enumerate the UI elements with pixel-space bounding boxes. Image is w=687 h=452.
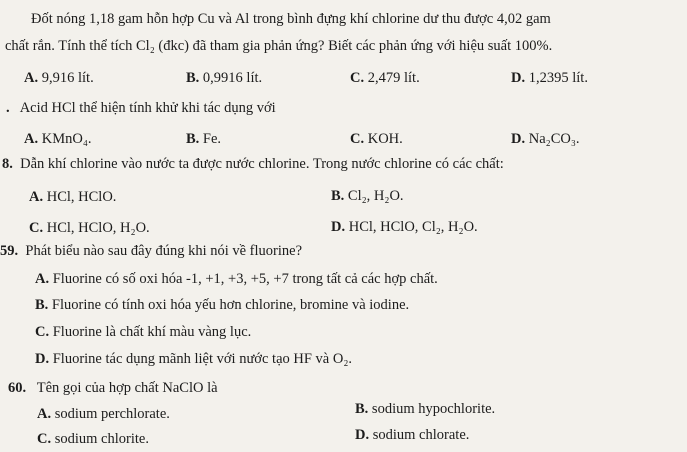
option-c bbox=[29, 219, 150, 237]
option-label: B. bbox=[35, 297, 49, 313]
option-label: B. bbox=[331, 188, 345, 204]
option-d bbox=[331, 218, 478, 236]
option-text: 1,2395 lít. bbox=[528, 70, 588, 86]
option-b bbox=[186, 69, 262, 87]
question-text: Acid HCl thể hiện tính khử khi tác dụng với bbox=[19, 100, 276, 116]
option-label: B. bbox=[186, 131, 200, 147]
option-label: A. bbox=[35, 271, 50, 287]
option-label: C. bbox=[350, 70, 365, 86]
option-b bbox=[355, 400, 495, 418]
option-d bbox=[511, 130, 580, 148]
question-water bbox=[2, 155, 504, 173]
question-intro-line2: chất rắn. Tính thể tích Cl₂ (đkc) đã tham gia phản ứng? Biết các phản ứng với hiệu suất 100%. bbox=[5, 38, 553, 54]
option-text: Fluorine tác dụng mãnh liệt với nước tạo HF và O₂. bbox=[52, 351, 353, 367]
option-c bbox=[350, 69, 420, 87]
option-a bbox=[24, 69, 94, 87]
option-c bbox=[37, 430, 149, 448]
option-text: Fe. bbox=[202, 131, 222, 147]
option-label: D. bbox=[35, 351, 50, 367]
option-label: D. bbox=[331, 219, 346, 235]
question-number: 8. bbox=[2, 156, 13, 172]
option-a bbox=[29, 188, 116, 206]
option-label: A. bbox=[29, 189, 44, 205]
option-label: A. bbox=[37, 406, 52, 422]
option-a bbox=[24, 130, 92, 148]
option-text: Na₂CO₃. bbox=[528, 131, 580, 147]
option-label: A. bbox=[24, 70, 39, 86]
option-text: sodium hypochlorite. bbox=[371, 401, 496, 417]
option-text: KMnO₄. bbox=[41, 131, 92, 147]
question-number: 59. bbox=[0, 243, 19, 259]
option-b bbox=[186, 130, 221, 148]
question-naclo bbox=[8, 379, 218, 397]
option-d bbox=[511, 69, 588, 87]
option-text: HCl, HClO, H₂O. bbox=[46, 220, 150, 236]
question-number: . bbox=[6, 100, 10, 116]
option-label: D. bbox=[511, 70, 526, 86]
option-text: sodium chlorite. bbox=[54, 431, 149, 447]
option-label: C. bbox=[35, 324, 50, 340]
option-label: C. bbox=[350, 131, 365, 147]
option-label: B. bbox=[355, 401, 369, 417]
option-a bbox=[37, 405, 170, 423]
option-label: D. bbox=[355, 427, 370, 443]
option-c bbox=[350, 130, 403, 148]
option-text: 9,916 lít. bbox=[41, 70, 94, 86]
question-intro-line1: Đốt nóng 1,18 gam hỗn hợp Cu và Al trong bình đựng khí chlorine dư thu được 4,02 gam bbox=[31, 11, 551, 27]
option-label: C. bbox=[37, 431, 52, 447]
question-text: Tên gọi của hợp chất NaClO là bbox=[36, 380, 218, 396]
option-text: KOH. bbox=[367, 131, 403, 147]
option-text: Fluorine có tính oxi hóa yếu hơn chlorine, bromine và iodine. bbox=[51, 297, 410, 313]
question-number: 60. bbox=[8, 380, 27, 396]
question-text: Phát biểu nào sau đây đúng khi nói về fluorine? bbox=[25, 243, 303, 259]
question-acid bbox=[6, 99, 276, 117]
option-label: B. bbox=[186, 70, 200, 86]
option-b bbox=[331, 187, 404, 205]
option-label: D. bbox=[511, 131, 526, 147]
option-text: 2,479 lít. bbox=[367, 70, 420, 86]
option-label: C. bbox=[29, 220, 44, 236]
option-text: sodium chlorate. bbox=[372, 427, 470, 443]
option-text: sodium perchlorate. bbox=[54, 406, 170, 422]
option-text: Fluorine có số oxi hóa -1, +1, +3, +5, +7 trong tất cả các hợp chất. bbox=[52, 271, 438, 287]
option-label: A. bbox=[24, 131, 39, 147]
option-d bbox=[355, 426, 469, 444]
option-a bbox=[35, 270, 438, 288]
option-text: HCl, HClO, Cl₂, H₂O. bbox=[348, 219, 478, 235]
option-text: Fluorine là chất khí màu vàng lục. bbox=[52, 324, 252, 340]
option-b bbox=[35, 296, 409, 314]
option-text: HCl, HClO. bbox=[46, 189, 117, 205]
option-c bbox=[35, 323, 251, 341]
option-text: 0,9916 lít. bbox=[202, 70, 263, 86]
option-text: Cl₂, H₂O. bbox=[347, 188, 404, 204]
question-text: Dẫn khí chlorine vào nước ta được nước chlorine. Trong nước chlorine có các chất: bbox=[20, 156, 504, 172]
question-fluorine bbox=[0, 242, 302, 260]
option-d bbox=[35, 350, 352, 368]
